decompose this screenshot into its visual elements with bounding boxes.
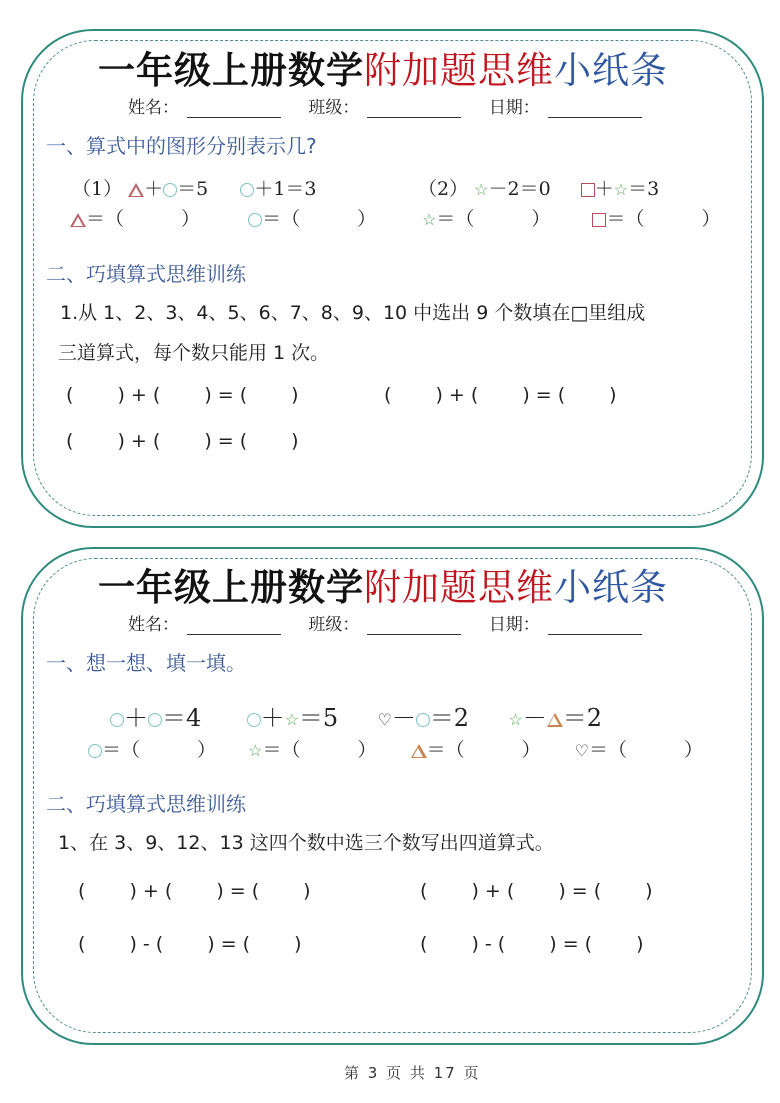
- name-label: 姓名：: [128, 98, 179, 118]
- operator: －: [391, 704, 416, 732]
- operator: ＋: [260, 704, 285, 732]
- card2-fill-row[interactable]: ( ) - ( ) = ( ): [420, 933, 644, 955]
- heart-icon: ♡: [377, 709, 392, 729]
- name-field[interactable]: [187, 616, 281, 635]
- eq-result: ＝5: [177, 178, 209, 200]
- square-icon: [592, 213, 606, 227]
- eq-result: ＝4: [162, 704, 202, 732]
- card1-fill-row[interactable]: ( ) + ( ) = ( ): [66, 430, 299, 452]
- operator: ＋: [124, 704, 148, 732]
- answer-blank[interactable]: ＝（ ）: [606, 208, 721, 230]
- card1-title: [98, 40, 668, 94]
- title-red: 附加题思维: [364, 49, 554, 92]
- title-red: 附加题思维: [364, 566, 554, 609]
- card1-section1-heading: 一、算式中的图形分别表示几?: [46, 134, 317, 158]
- answer-blank[interactable]: ＝（ ）: [436, 208, 551, 230]
- title-black: 一年级上册数学: [98, 49, 364, 92]
- card2-section1-heading: 一、想一想、填一填。: [46, 651, 246, 675]
- date-field[interactable]: [548, 99, 642, 118]
- eq-text: ＋1＝3: [254, 178, 317, 200]
- date-label: 日期：: [488, 98, 540, 118]
- circle-icon: [416, 713, 430, 727]
- card1-g1-ans-row: [70, 204, 376, 231]
- circle-icon: [247, 713, 261, 727]
- square-icon: [581, 183, 595, 197]
- triangle-icon: [411, 744, 427, 758]
- group-label: （1）: [72, 178, 123, 200]
- card2-problem-line1: 1、在 3、9、12、13 这四个数中选三个数写出四道算式。: [58, 832, 554, 854]
- group-label: （2）: [418, 178, 469, 200]
- card1-problem-line2: 三道算式，每个数只能用 1 次。: [58, 342, 330, 364]
- circle-icon: [240, 183, 254, 197]
- operator: ＋: [594, 178, 614, 200]
- circle-icon: [163, 183, 177, 197]
- eq-result: ＝2: [562, 704, 602, 732]
- name-label: 姓名：: [128, 615, 179, 635]
- card1-g1-eq-row: [72, 174, 317, 201]
- operator: －: [522, 704, 547, 732]
- triangle-icon: [70, 213, 86, 227]
- eq-result: ＝2: [429, 704, 470, 732]
- class-label: 班级：: [308, 98, 360, 118]
- card2-section2-heading: 二、巧填算式思维训练: [46, 792, 246, 816]
- card1-info-row: [128, 93, 642, 118]
- class-label: 班级：: [308, 615, 360, 635]
- circle-icon: [148, 713, 162, 727]
- card1-g2-ans-row: [422, 204, 720, 231]
- date-field[interactable]: [548, 616, 642, 635]
- answer-blank[interactable]: ＝（ ）: [426, 739, 541, 761]
- card2-fill-row[interactable]: ( ) - ( ) = ( ): [78, 933, 302, 955]
- answer-blank[interactable]: ＝（ ）: [589, 739, 704, 761]
- star-icon: ☆: [508, 709, 523, 729]
- star-icon: ☆: [422, 210, 437, 229]
- card2-fill-row[interactable]: ( ) + ( ) = ( ): [420, 880, 653, 902]
- title-blue: 小纸条: [554, 49, 668, 92]
- card2-info-row: [128, 610, 642, 635]
- card2-eq-row: [110, 698, 602, 733]
- page-number: 第 3 页 共 17 页: [344, 1064, 481, 1082]
- triangle-icon: [128, 183, 144, 197]
- star-icon: ☆: [474, 180, 489, 199]
- card2-title: [98, 557, 668, 611]
- answer-blank[interactable]: ＝（ ）: [262, 739, 377, 761]
- card1-g2-eq-row: [418, 174, 659, 201]
- class-field[interactable]: [367, 616, 461, 635]
- class-field[interactable]: [367, 99, 461, 118]
- eq-result: ＝3: [628, 178, 660, 200]
- triangle-icon: [547, 713, 563, 727]
- card1-problem-line1: 1.从 1、2、3、4、5、6、7、8、9、10 中选出 9 个数填在□里组成: [60, 302, 646, 324]
- card2-ans-row: [88, 735, 703, 762]
- card1-section2-heading: 二、巧填算式思维训练: [46, 262, 246, 286]
- operator: ＋: [144, 178, 164, 200]
- answer-blank[interactable]: ＝（ ）: [102, 739, 217, 761]
- eq-text: －2＝0: [488, 178, 551, 200]
- star-icon: ☆: [284, 709, 299, 729]
- answer-blank[interactable]: ＝（ ）: [86, 208, 201, 230]
- card1-fill-row[interactable]: ( ) + ( ) = ( ): [66, 384, 299, 406]
- title-blue: 小纸条: [554, 566, 668, 609]
- answer-blank[interactable]: ＝（ ）: [262, 208, 377, 230]
- eq-result: ＝5: [298, 704, 339, 732]
- date-label: 日期：: [488, 615, 540, 635]
- name-field[interactable]: [187, 99, 281, 118]
- circle-icon: [110, 713, 124, 727]
- card2-fill-row[interactable]: ( ) + ( ) = ( ): [78, 880, 311, 902]
- star-icon: ☆: [613, 180, 629, 199]
- title-black: 一年级上册数学: [98, 566, 364, 609]
- heart-icon: ♡: [574, 741, 590, 760]
- star-icon: ☆: [248, 741, 263, 760]
- card1-fill-row[interactable]: ( ) + ( ) = ( ): [384, 384, 617, 406]
- circle-icon: [88, 744, 102, 758]
- circle-icon: [248, 213, 262, 227]
